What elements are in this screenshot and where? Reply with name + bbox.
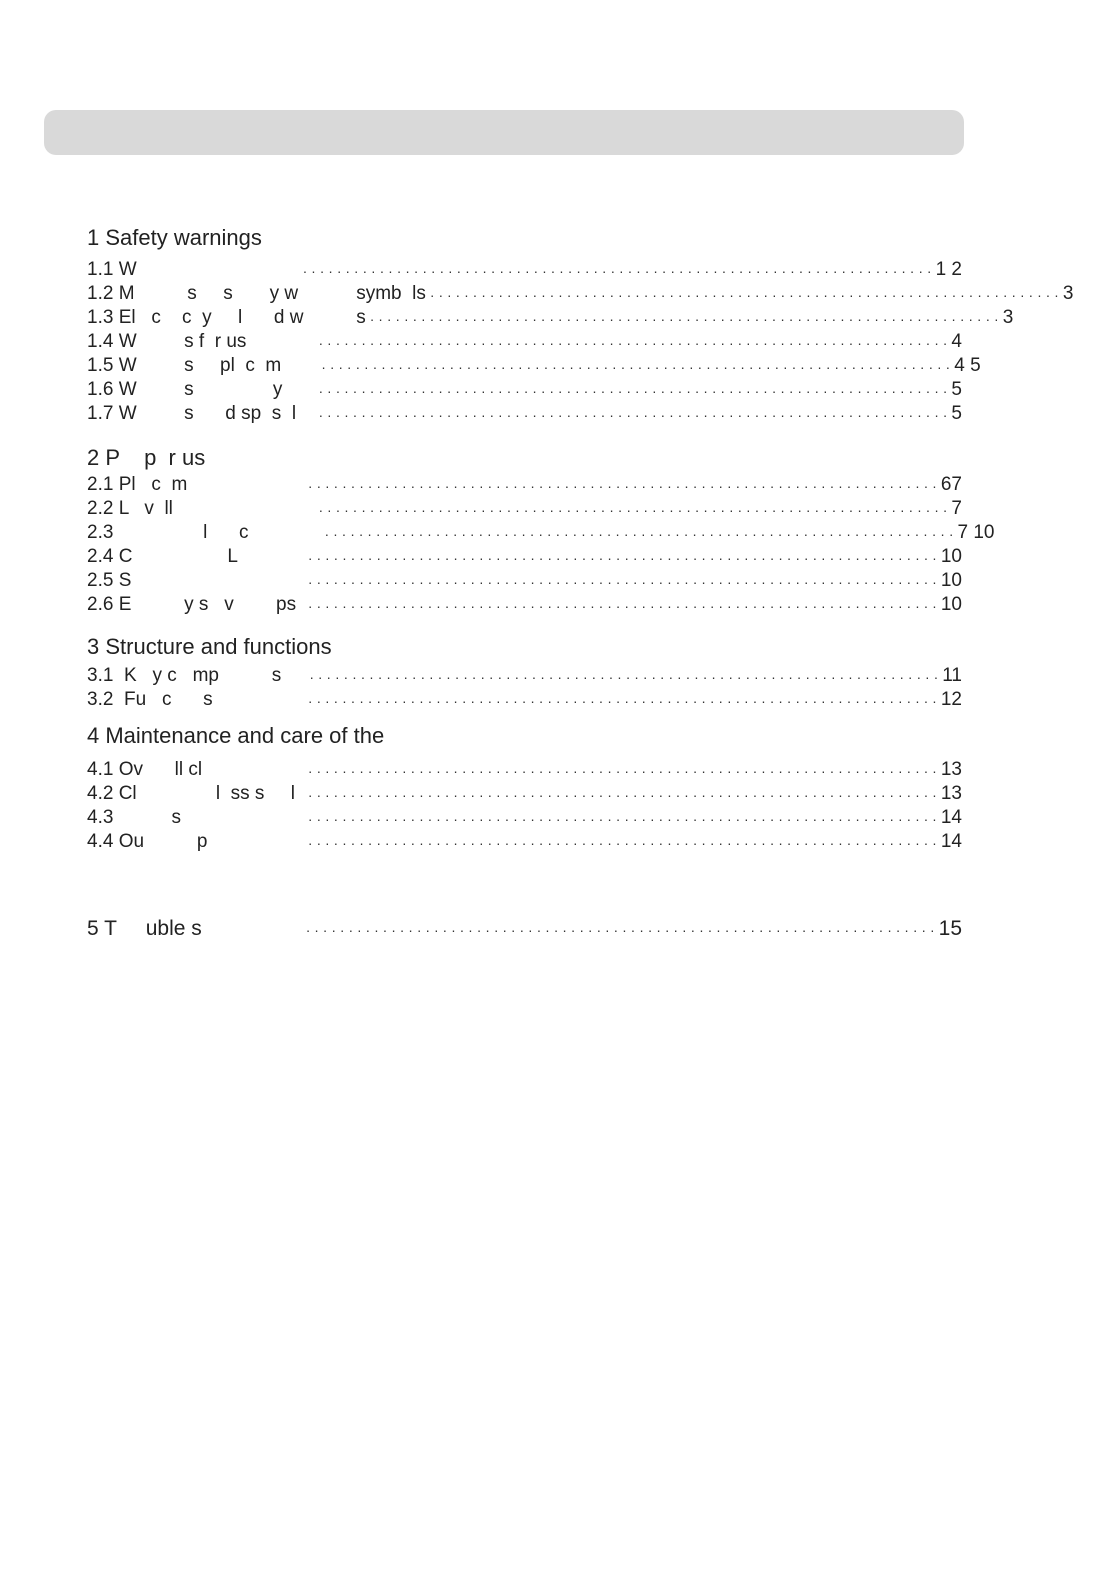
section-heading-4: 4 Maintenance and care of the <box>87 723 385 748</box>
toc-entry[interactable] <box>87 782 962 806</box>
dot-leader: · · · · · · · · · · · · · · · · · · · · · · · · · · · · · · · · · · · · · · · · · · · · · · · · · · · · · · · · · · · · · · · · · · · · · · · · · · <box>307 787 937 803</box>
toc-entry-label: 5 T uble s <box>87 917 202 940</box>
toc-entry-page: 13 <box>940 783 962 804</box>
toc-entry-page: 5 <box>951 379 962 400</box>
toc-entry[interactable] <box>87 758 962 782</box>
toc-entry[interactable] <box>87 569 962 593</box>
toc-entry-label: 2.6 E y s v ps <box>87 594 297 615</box>
toc-entry-page: 5 <box>951 403 962 424</box>
section-heading-1: 1 Safety warnings <box>87 225 262 250</box>
toc-entry-label: 2.3 l c <box>87 522 249 543</box>
dot-leader: · · · · · · · · · · · · · · · · · · · · · · · · · · · · · · · · · · · · · · · · · · · · · · · · · · · · · · · · · · · · · · · · · · · · · · · · · · <box>307 811 937 827</box>
toc-entry-page: 10 <box>940 546 962 567</box>
toc-entry[interactable] <box>87 378 962 402</box>
dot-leader: · · · · · · · · · · · · · · · · · · · · · · · · · · · · · · · · · · · · · · · · · · · · · · · · · · · · · · · · · · · · · · · · · · · · · · · · · · <box>369 311 999 327</box>
toc-entry-page: 7 <box>951 498 962 519</box>
dot-leader: · · · · · · · · · · · · · · · · · · · · · · · · · · · · · · · · · · · · · · · · · · · · · · · · · · · · · · · · · · · · · · · · · · · · · · · · · · <box>307 763 937 779</box>
toc-entry[interactable] <box>87 497 962 521</box>
toc-entry-page: 13 <box>940 759 962 780</box>
toc-entry-page: 67 <box>940 474 962 495</box>
toc-entry[interactable] <box>87 806 962 830</box>
toc-entry-label: 3.2 Fu c s <box>87 689 213 710</box>
toc-entry[interactable] <box>87 830 962 854</box>
dot-leader: · · · · · · · · · · · · · · · · · · · · · · · · · · · · · · · · · · · · · · · · · · · · · · · · · · · · · · · · · · · · · · · · · · · · · · · · · · <box>321 359 951 375</box>
section-heading-2: 2 P p r us <box>87 445 206 470</box>
toc-entry-page: 3 <box>1062 283 1074 304</box>
toc-entry-page: 11 <box>942 665 962 686</box>
toc-entry-label: 1.5 W s pl c m <box>87 355 282 376</box>
dot-leader: · · · · · · · · · · · · · · · · · · · · · · · · · · · · · · · · · · · · · · · · · · · · · · · · · · · · · · · · · · · · · · · · · · · · · · · · · · <box>318 502 948 518</box>
toc-entry-page: 14 <box>940 807 962 828</box>
toc-entry-chapter-5[interactable] <box>87 917 962 941</box>
dot-leader: · · · · · · · · · · · · · · · · · · · · · · · · · · · · · · · · · · · · · · · · · · · · · · · · · · · · · · · · · · · · · · · · · · · · · · · · · · <box>307 598 937 614</box>
toc-entry-label: 1.6 W s y <box>87 379 283 400</box>
toc-entry[interactable] <box>87 330 962 354</box>
dot-leader: · · · · · · · · · · · · · · · · · · · · · · · · · · · · · · · · · · · · · · · · · · · · · · · · · · · · · · · · · · · · · · · · · · · · · · · · · · <box>305 922 935 938</box>
dot-leader: · · · · · · · · · · · · · · · · · · · · · · · · · · · · · · · · · · · · · · · · · · · · · · · · · · · · · · · · · · · · · · · · · · · · · · · · · · <box>318 383 948 399</box>
toc-entry[interactable] <box>87 664 962 688</box>
dot-leader: · · · · · · · · · · · · · · · · · · · · · · · · · · · · · · · · · · · · · · · · · · · · · · · · · · · · · · · · · · · · · · · · · · · · · · · · · · <box>307 478 937 494</box>
toc-entry[interactable] <box>87 306 1014 330</box>
dot-leader: · · · · · · · · · · · · · · · · · · · · · · · · · · · · · · · · · · · · · · · · · · · · · · · · · · · · · · · · · · · · · · · · · · · · · · · · · · <box>318 407 948 423</box>
section-heading-3: 3 Structure and functions <box>87 634 332 659</box>
toc-entry-label: 4.1 Ov ll cl <box>87 759 203 780</box>
toc-entry-page: 10 <box>940 570 962 591</box>
toc-entry-label: 1.4 W s f r us <box>87 331 247 352</box>
toc-entry[interactable] <box>87 521 995 545</box>
toc-entry-label: 3.1 K y c mp s <box>87 665 282 686</box>
dot-leader: · · · · · · · · · · · · · · · · · · · · · · · · · · · · · · · · · · · · · · · · · · · · · · · · · · · · · · · · · · · · · · · · · · · · · · · · · · <box>307 835 937 851</box>
toc-entry-page: 15 <box>938 917 962 940</box>
dot-leader: · · · · · · · · · · · · · · · · · · · · · · · · · · · · · · · · · · · · · · · · · · · · · · · · · · · · · · · · · · · · · · · · · · · · · · · · · · <box>309 669 939 685</box>
toc-entry-page: 12 <box>940 689 962 710</box>
toc-entry-label: 1.3 El c c y l d w s <box>87 307 366 328</box>
dot-leader: · · · · · · · · · · · · · · · · · · · · · · · · · · · · · · · · · · · · · · · · · · · · · · · · · · · · · · · · · · · · · · · · · · · · · · · · · · <box>429 287 1059 303</box>
toc-entry-label: 2.1 Pl c m <box>87 474 188 495</box>
header-banner <box>44 110 964 155</box>
toc-entry[interactable] <box>87 282 1074 306</box>
toc-entry[interactable] <box>87 258 962 282</box>
toc-entry[interactable] <box>87 354 981 378</box>
dot-leader: · · · · · · · · · · · · · · · · · · · · · · · · · · · · · · · · · · · · · · · · · · · · · · · · · · · · · · · · · · · · · · · · · · · · · · · · · · <box>307 550 937 566</box>
toc-entry[interactable] <box>87 545 962 569</box>
dot-leader: · · · · · · · · · · · · · · · · · · · · · · · · · · · · · · · · · · · · · · · · · · · · · · · · · · · · · · · · · · · · · · · · · · · · · · · · · · <box>307 693 937 709</box>
toc-entry-label: 1.1 W <box>87 259 137 280</box>
toc-entry[interactable] <box>87 593 962 617</box>
toc-entry[interactable] <box>87 473 962 497</box>
toc-entry-page: 4 <box>951 331 962 352</box>
toc-entry-page: 4 5 <box>954 355 981 376</box>
toc-entry-label: 4.3 s <box>87 807 181 828</box>
toc-entry-page: 7 10 <box>957 522 995 543</box>
toc-entry-page: 14 <box>940 831 962 852</box>
toc-entry-label: 1.7 W s d sp s l <box>87 403 297 424</box>
toc-entry-label: 2.2 L v ll <box>87 498 173 519</box>
toc-entry-page: 10 <box>940 594 962 615</box>
toc-entry-label: 2.5 S <box>87 570 132 591</box>
toc-entry-label: 2.4 C L <box>87 546 238 567</box>
toc-entry[interactable] <box>87 688 962 712</box>
toc-entry-label: 4.2 Cl l ss s l <box>87 783 295 804</box>
dot-leader: · · · · · · · · · · · · · · · · · · · · · · · · · · · · · · · · · · · · · · · · · · · · · · · · · · · · · · · · · · · · · · · · · · · · · · · · · · <box>318 335 948 351</box>
toc-entry-page: 3 <box>1002 307 1014 328</box>
toc-entry[interactable] <box>87 402 962 426</box>
dot-leader: · · · · · · · · · · · · · · · · · · · · · · · · · · · · · · · · · · · · · · · · · · · · · · · · · · · · · · · · · · · · · · · · · · · · · · · · · · <box>302 263 932 279</box>
toc-entry-page: 1 2 <box>935 259 962 280</box>
dot-leader: · · · · · · · · · · · · · · · · · · · · · · · · · · · · · · · · · · · · · · · · · · · · · · · · · · · · · · · · · · · · · · · · · · · · · · · · · · <box>307 574 937 590</box>
dot-leader: · · · · · · · · · · · · · · · · · · · · · · · · · · · · · · · · · · · · · · · · · · · · · · · · · · · · · · · · · · · · · · · · · · · · · · · · · · <box>324 526 954 542</box>
toc-entry-label: 4.4 Ou p <box>87 831 208 852</box>
toc-entry-label: 1.2 M s s y w symb ls <box>87 283 426 304</box>
